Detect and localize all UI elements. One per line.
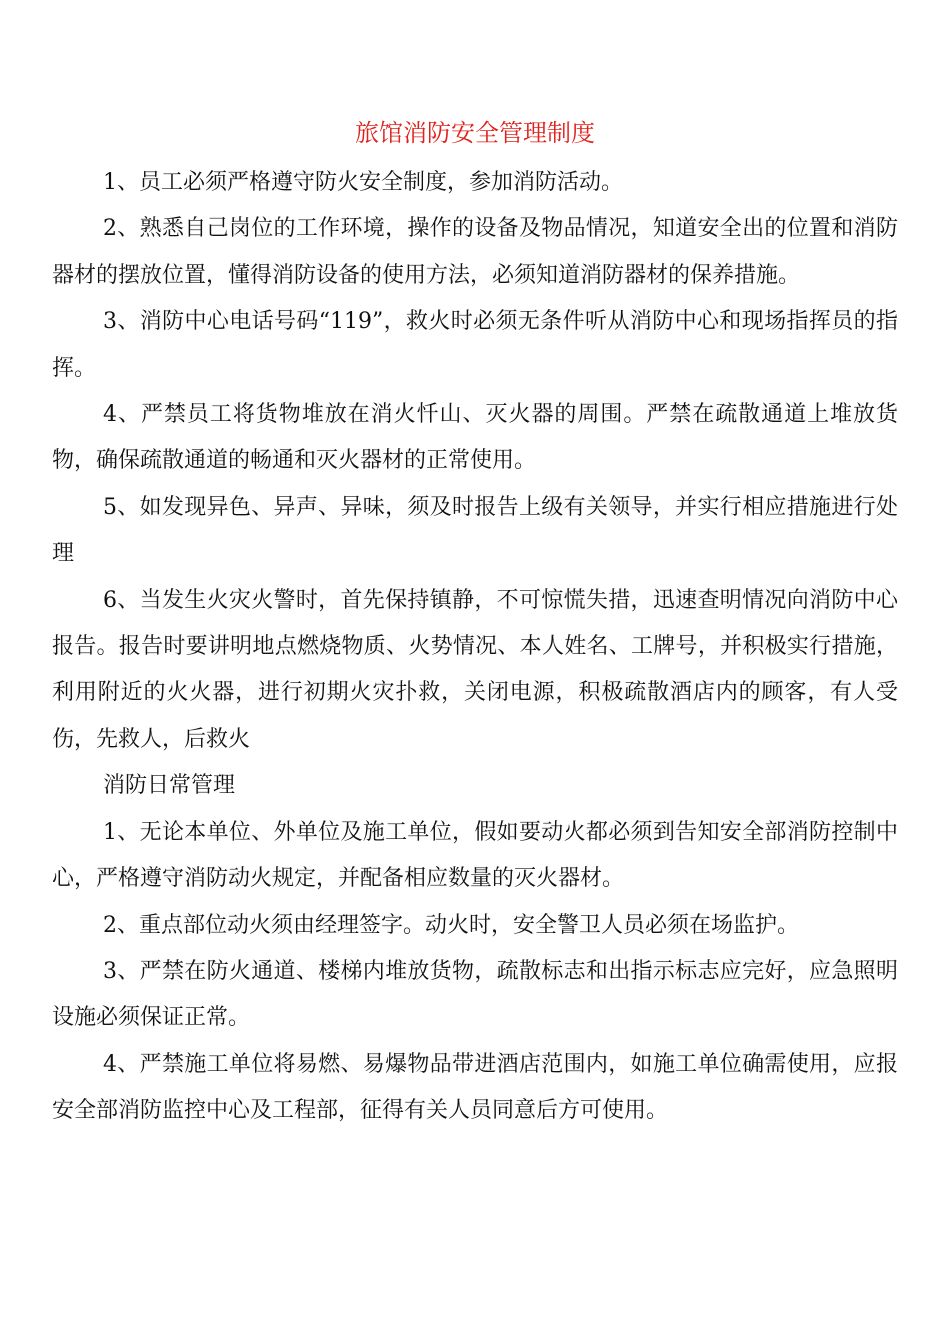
daily-rule-paragraph-4: 4、严禁施工单位将易燃、易爆物品带进酒店范围内，如施工单位确需使用，应报安全部消防监控中心及工程部，征得有关人员同意后方可使用。 <box>52 1051 898 1124</box>
section-heading-daily-management: 消防日常管理 <box>103 773 236 799</box>
daily-rule-paragraph-2: 2、重点部位动火须由经理签字。动火时，安全警卫人员必须在场监护。 <box>103 912 799 938</box>
rule-paragraph-6: 6、当发生火灾火警时，首先保持镇静，不可惊慌失措，迅速查明情况向消防中心报告。报告时要讲明地点燃烧物质、火势情况、本人姓名、工牌号，并积极实行措施，利用附近的火火器，进行初期火灾扑救，关闭电源，积极疏散酒店内的顾客，有人受伤，先救人，后救火 <box>52 587 898 752</box>
rule-paragraph-5: 5、如发现异色、异声、异味，须及时报告上级有关领导，并实行相应措施进行处理 <box>52 494 898 567</box>
rule-paragraph-2: 2、熟悉自己岗位的工作环境，操作的设备及物品情况，知道安全出的位置和消防器材的摆放位置，懂得消防设备的使用方法，必须知道消防器材的保养措施。 <box>52 216 898 288</box>
daily-rule-paragraph-1: 1、无论本单位、外单位及施工单位，假如要动火都必须到告知安全部消防控制中心，严格遵守消防动火规定，并配备相应数量的灭火器材。 <box>52 819 898 892</box>
document-body <box>52 160 898 1135</box>
rule-paragraph-3: 3、消防中心电话号码“119”，救火时必须无条件听从消防中心和现场指挥员的指挥。 <box>52 309 898 381</box>
rule-paragraph-1: 1、员工必须严格遵守防火安全制度，参加消防活动。 <box>103 170 623 195</box>
daily-rule-paragraph-3: 3、严禁在防火通道、楼梯内堆放货物，疏散标志和出指示标志应完好，应急照明设施必须保证正常。 <box>52 958 898 1031</box>
rule-paragraph-4: 4、严禁员工将货物堆放在消火忏山、灭火器的周围。严禁在疏散通道上堆放货物，确保疏散通道的畅通和灭火器材的正常使用。 <box>52 402 898 474</box>
document-title: 旅馆消防安全管理制度 <box>355 119 595 147</box>
